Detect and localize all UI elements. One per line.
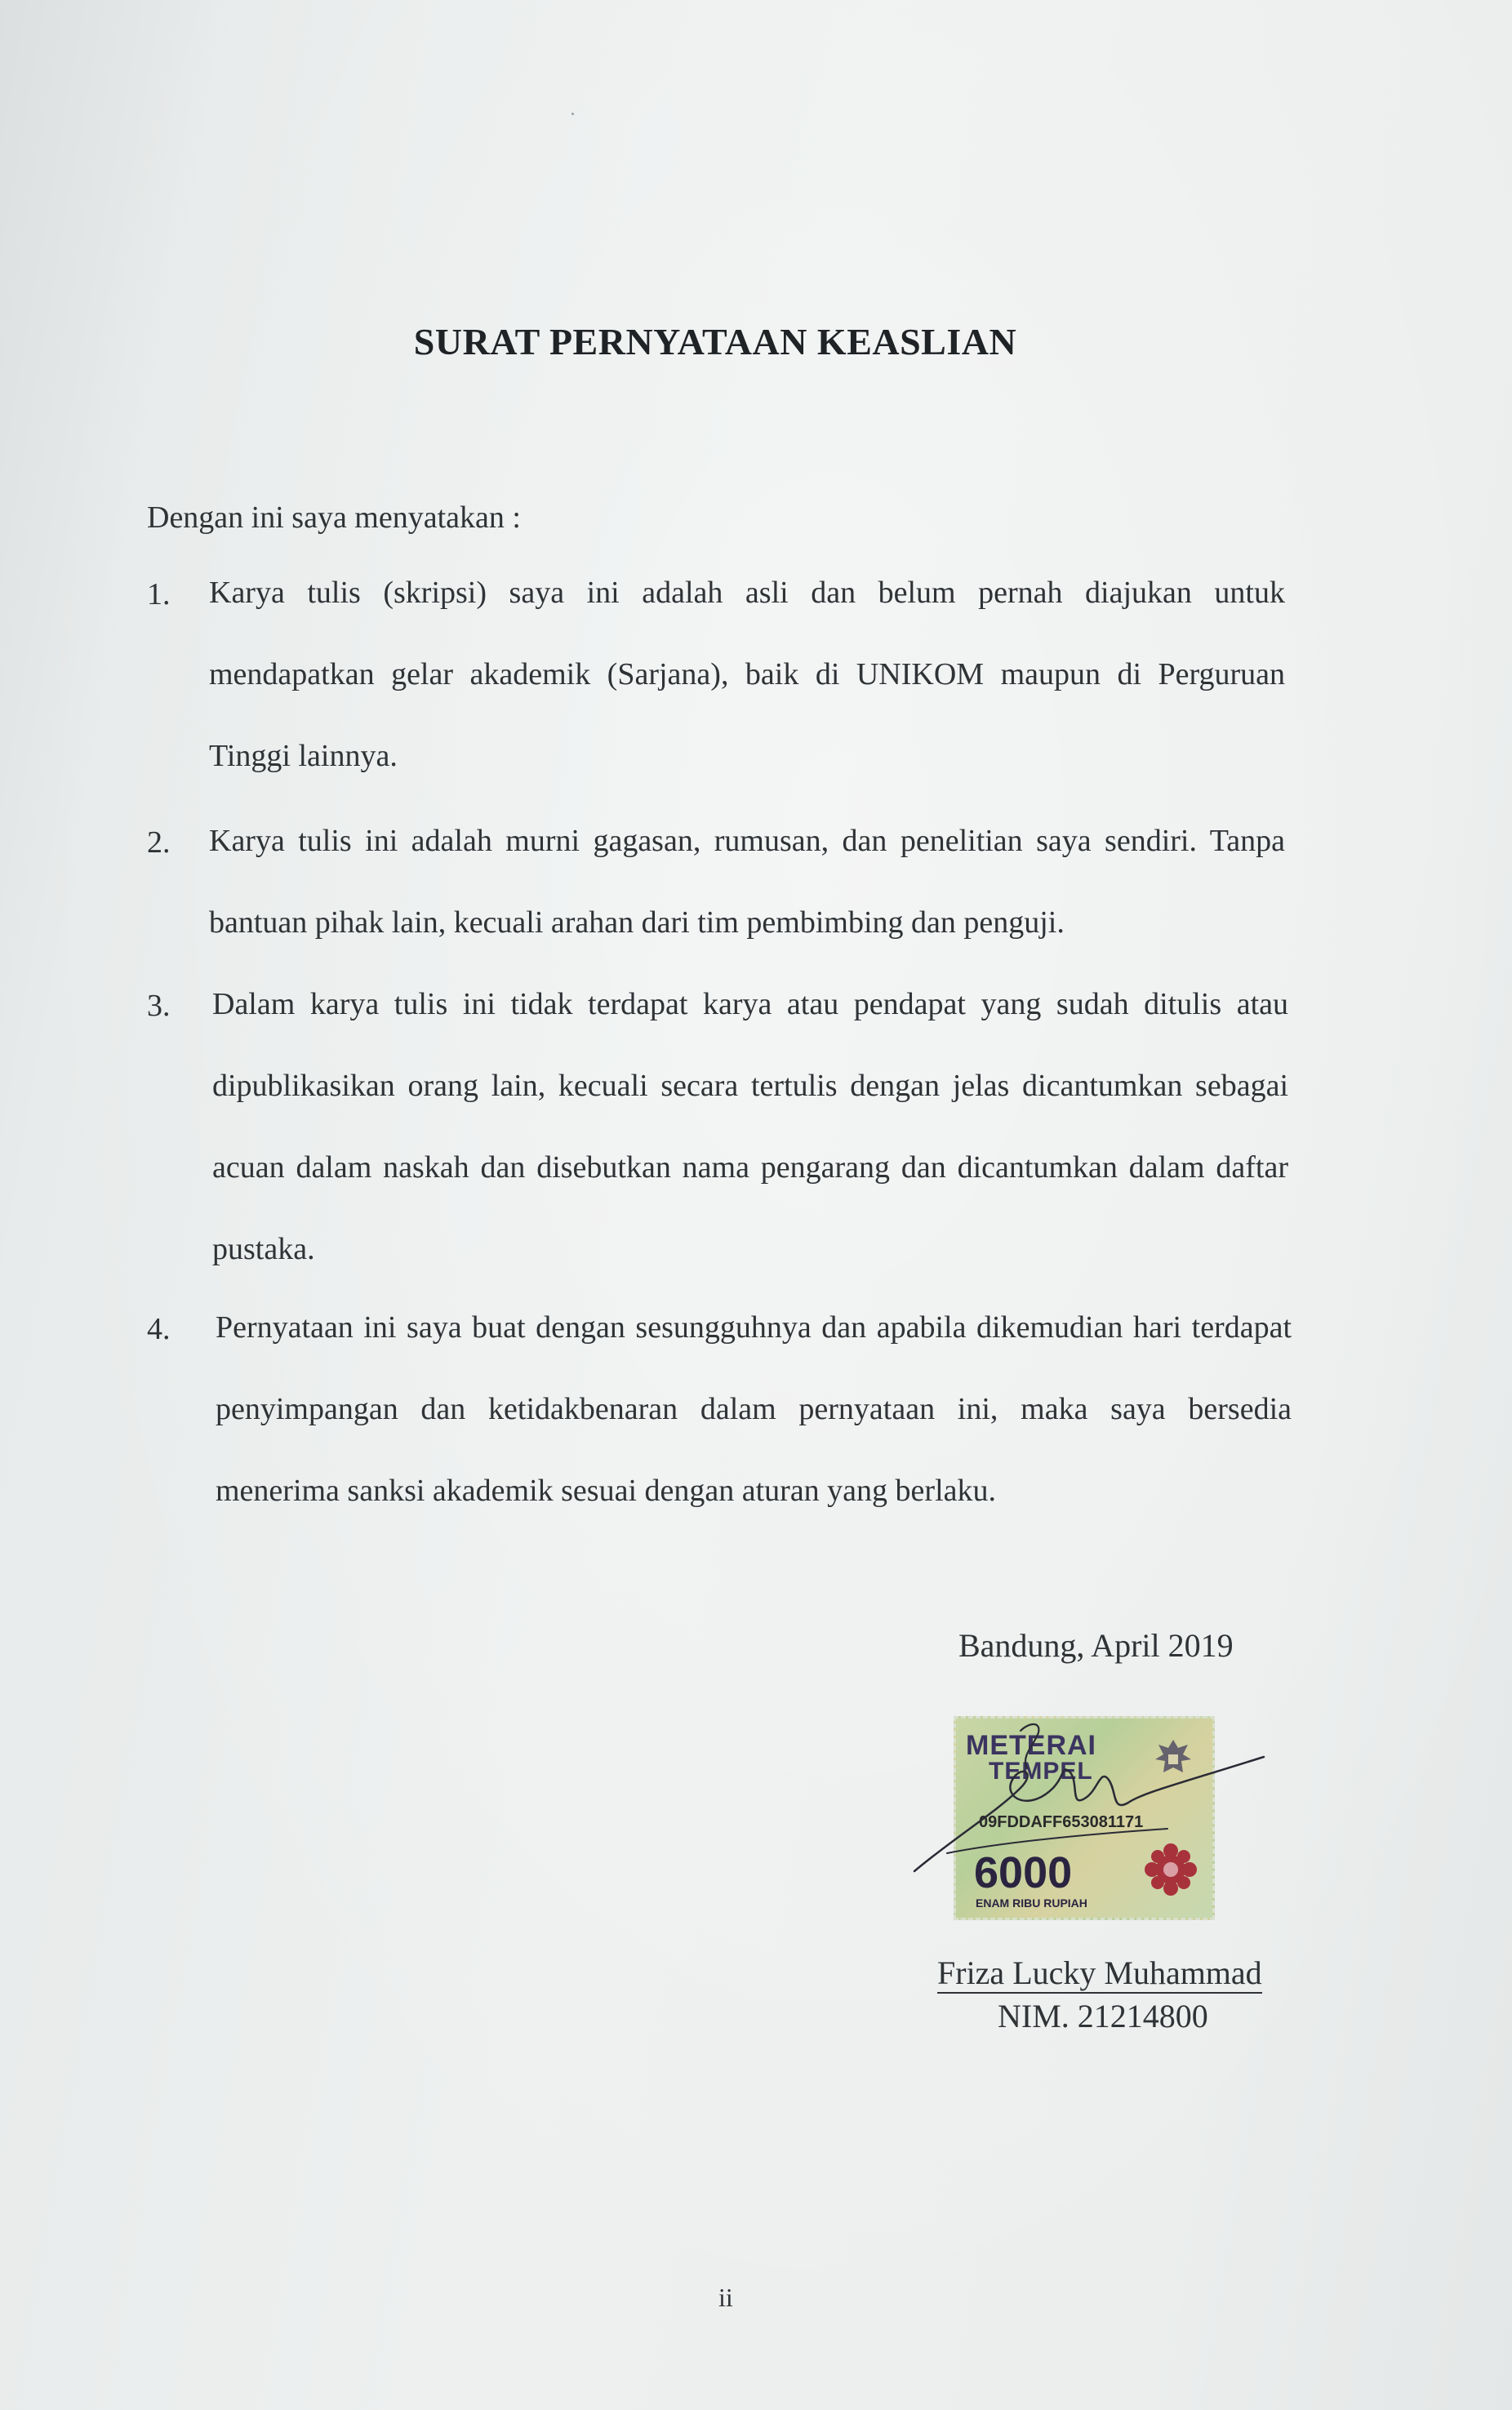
stamp-seal-icon — [1142, 1841, 1199, 1898]
stamp-value: 6000 — [974, 1848, 1073, 1897]
stamp-serial: 09FDDAFF653081171 — [979, 1813, 1144, 1831]
stamp-value-words: ENAM RIBU RUPIAH — [976, 1896, 1087, 1910]
stamp-label-meterai: METERAI — [966, 1730, 1096, 1761]
intro-text: Dengan ini saya menyatakan : — [147, 500, 521, 535]
signer-nim: NIM. 21214800 — [998, 1998, 1208, 2034]
list-item-number: 1. — [147, 577, 171, 611]
revenue-stamp — [954, 1716, 1215, 1920]
list-item-text: Karya tulis (skripsi) saya ini adalah asli dan belum pernah diajukan untuk mendapatkan gelar akademik (Sarjana), baik di UNIKOM maupun di Perguruan Tinggi lainnya. — [209, 576, 1285, 773]
list-item-text: Pernyataan ini saya buat dengan sesungguhnya dan apabila dikemudian hari terdapat penyimpangan dan ketidakbenaran dalam pernyataan ini, maka saya bersedia menerima sanksi akademik sesuai dengan aturan yang berlaku. — [216, 1310, 1292, 1508]
list-item-number: 2. — [147, 825, 171, 860]
stamp-label-tempel: TEMPEL — [989, 1758, 1093, 1785]
signer-name: Friza Lucky Muhammad — [937, 1954, 1262, 1994]
list-item-number: 3. — [147, 989, 171, 1023]
list-item-number: 4. — [147, 1312, 171, 1346]
garuda-emblem-icon — [1149, 1735, 1198, 1784]
paper-speck — [571, 113, 574, 115]
page-number: ii — [718, 2283, 733, 2312]
place-date: Bandung, April 2019 — [958, 1627, 1234, 1664]
list-item-text: Dalam karya tulis ini tidak terdapat karya atau pendapat yang sudah ditulis atau dipublikasikan orang lain, kecuali secara tertulis dengan jelas dicantumkan sebagai acuan dalam naskah dan disebutkan nama pengarang dan dicantumkan dalam daftar pustaka. — [212, 987, 1288, 1266]
list-item-text: Karya tulis ini adalah murni gagasan, rumusan, dan penelitian saya sendiri. Tanpa bantuan pihak lain, kecuali arahan dari tim pembimbing dan penguji. — [209, 824, 1285, 940]
page-title: SURAT PERNYATAAN KEASLIAN — [413, 321, 1017, 362]
